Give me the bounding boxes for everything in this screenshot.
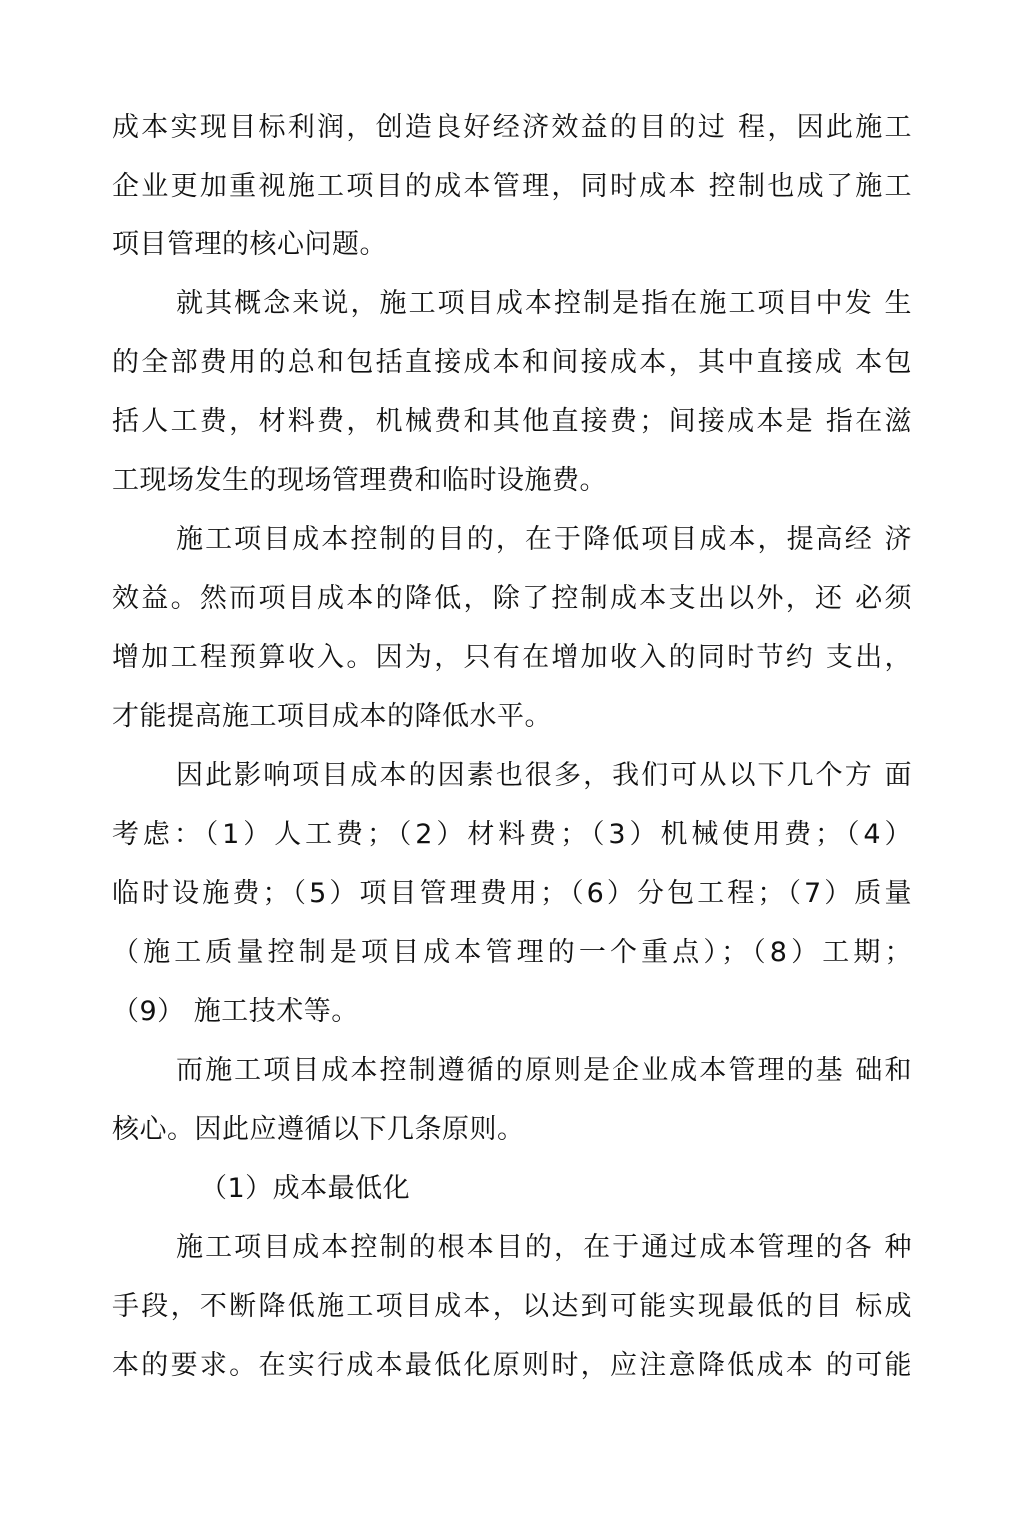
text-line: 企业更加重视施工项目的成本管理，同时成本 控制也成了施工 <box>112 171 912 202</box>
text-line: 就其概念来说，施工项目成本控制是指在施工项目中发 生 <box>176 288 912 319</box>
text-line: 而施工项目成本控制遵循的原则是企业成本管理的基 础和 <box>176 1055 912 1086</box>
section-heading: （1）成本最低化 <box>200 1173 411 1204</box>
text-line: 施工项目成本控制的目的，在于降低项目成本，提高经 济 <box>176 524 912 555</box>
text-line: 工现场发生的现场管理费和临时设施费。 <box>112 465 607 496</box>
text-line: （施工质量控制是项目成本管理的一个重点）；（8）工期； <box>112 937 912 968</box>
text-line: 核心。因此应遵循以下几条原则。 <box>112 1114 525 1145</box>
text-line: 因此影响项目成本的因素也很多，我们可从以下几个方 面 <box>176 760 912 791</box>
text-line: 括人工费，材料费，机械费和其他直接费；间接成本是 指在滋 <box>112 406 912 437</box>
text-line: 效益。然而项目成本的降低，除了控制成本支出以外，还 必须 <box>112 583 912 614</box>
text-line: 考虑：（1）人工费；（2）材料费；（3）机械使用费；（4） <box>112 819 912 850</box>
text-line: 临时设施费；（5）项目管理费用；（6）分包工程；（7）质量 <box>112 878 912 909</box>
text-line: （9） 施工技术等。 <box>112 996 359 1027</box>
text-line: 的全部费用的总和包括直接成本和间接成本，其中直接成 本包 <box>112 347 912 378</box>
text-line: 成本实现目标利润，创造良好经济效益的目的过 程，因此施工 <box>112 112 912 143</box>
text-line: 本的要求。在实行成本最低化原则时，应注意降低成本 的可能 <box>112 1350 912 1381</box>
text-line: 增加工程预算收入。因为，只有在增加收入的同时节约 支出， <box>112 642 912 673</box>
text-line: 项目管理的核心问题。 <box>112 229 387 260</box>
text-line: 手段，不断降低施工项目成本，以达到可能实现最低的目 标成 <box>112 1291 912 1322</box>
text-line: 才能提高施工项目成本的降低水平。 <box>112 701 552 732</box>
text-line: 施工项目成本控制的根本目的，在于通过成本管理的各 种 <box>176 1232 912 1263</box>
